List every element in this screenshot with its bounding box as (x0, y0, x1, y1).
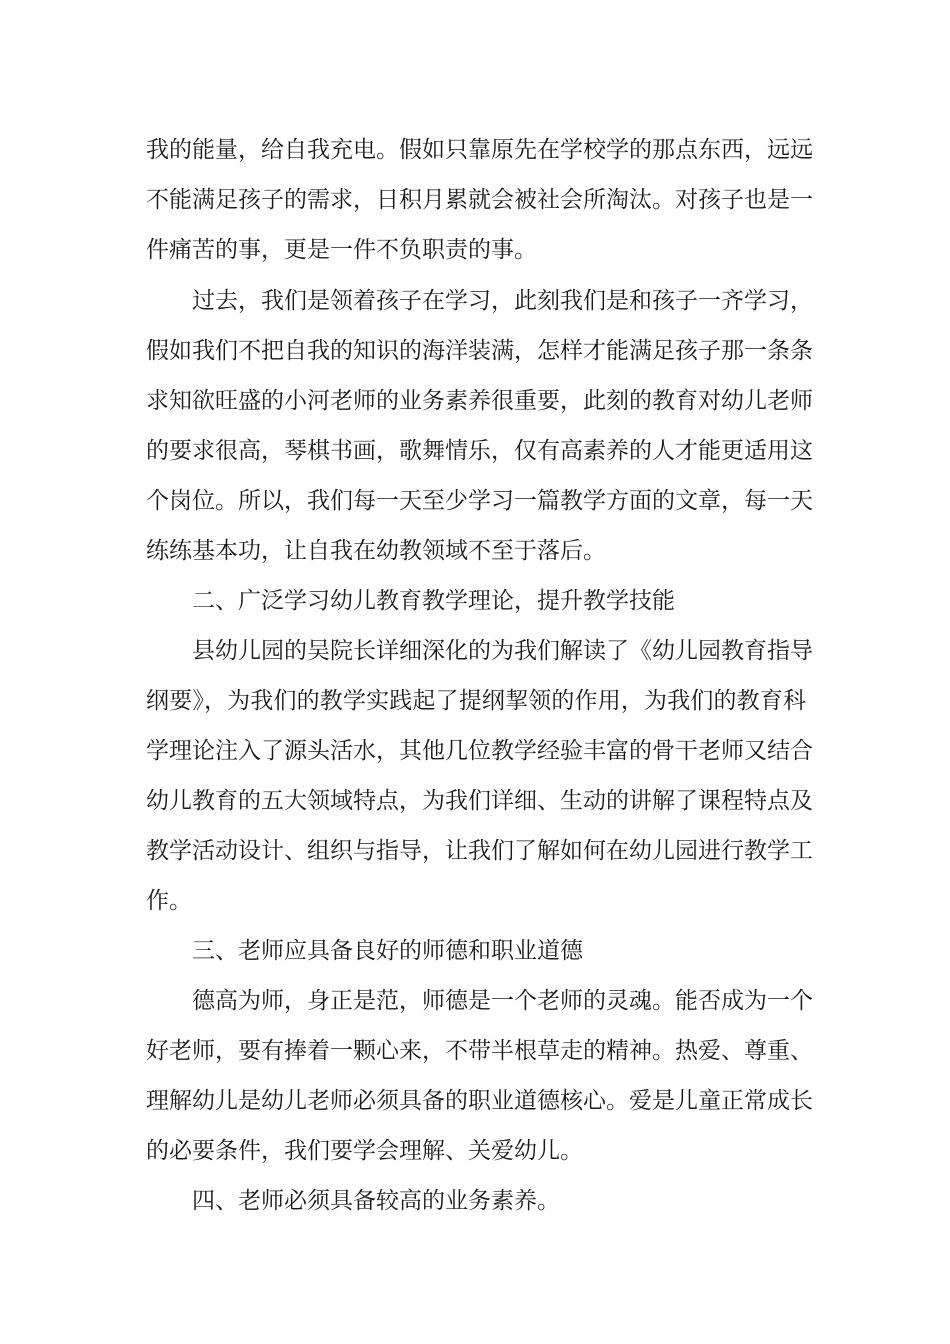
text-line: 的要求很高，琴棋书画，歌舞情乐，仅有高素养的人才能更适用这 (146, 438, 813, 464)
section-heading: 二、广泛学习幼儿教育教学理论，提升教学技能 (192, 588, 675, 614)
text-line: 求知欲旺盛的小河老师的业务素养很重要，此刻的教育对幼儿老师 (146, 388, 813, 414)
text-line: 我的能量，给自我充电。假如只靠原先在学校学的那点东西，远远 (146, 137, 813, 163)
text-line: 不能满足孩子的需求，日积月累就会被社会所淘汰。对孩子也是一 (146, 187, 813, 213)
text-line: 假如我们不把自我的知识的海洋装满，怎样才能满足孩子那一条条 (146, 338, 813, 364)
text-line: 纲要》，为我们的教学实践起了提纲挈领的作用，为我们的教育科 (146, 688, 806, 714)
paragraph-first-line: 过去，我们是领着孩子在学习，此刻我们是和孩子一齐学习， (192, 288, 813, 314)
text-line: 学理论注入了源头活水，其他几位教学经验丰富的骨干老师又结合 (146, 738, 813, 764)
text-line: 理解幼儿是幼儿老师必须具备的职业道德核心。爱是儿童正常成长 (146, 1088, 813, 1114)
text-line: 练练基本功，让自我在幼教领域不至于落后。 (146, 538, 606, 564)
text-line: 教学活动设计、组织与指导，让我们了解如何在幼儿园进行教学工 (146, 838, 813, 864)
text-line: 幼儿教育的五大领域特点，为我们详细、生动的讲解了课程特点及 (146, 788, 813, 814)
text-line: 好老师，要有捧着一颗心来，不带半根草走的精神。热爱、尊重、 (146, 1038, 813, 1064)
text-line: 件痛苦的事，更是一件不负职责的事。 (146, 237, 537, 263)
section-heading: 四、老师必须具备较高的业务素养。 (192, 1188, 560, 1214)
text-line: 个岗位。所以，我们每一天至少学习一篇教学方面的文章，每一天 (146, 488, 813, 514)
paragraph-first-line: 县幼儿园的吴院长详细深化的为我们解读了《幼儿园教育指导 (192, 638, 813, 664)
text-line: 作。 (146, 888, 192, 914)
text-line: 的必要条件，我们要学会理解、关爱幼儿。 (146, 1138, 583, 1164)
section-heading: 三、老师应具备良好的师德和职业道德 (192, 938, 583, 964)
paragraph-first-line: 德高为师，身正是范，师德是一个老师的灵魂。能否成为一个 (192, 988, 813, 1014)
